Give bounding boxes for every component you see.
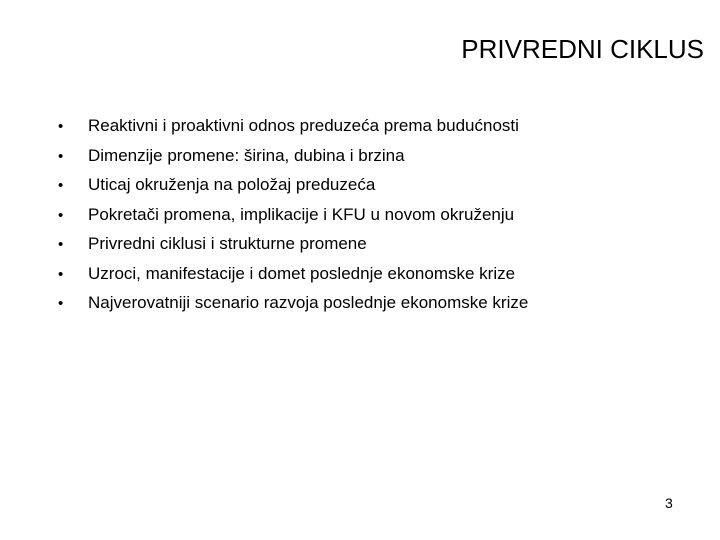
bullet-text: Reaktivni i proaktivni odnos preduzeća prema budućnosti [88, 116, 519, 135]
bullet-icon: • [58, 177, 64, 194]
slide-title: PRIVREDNI CIKLUS [461, 34, 704, 64]
bullet-icon: • [58, 206, 64, 224]
bullet-text: Privredni ciklusi i strukturne promene [88, 234, 367, 253]
bullet-item-4 [58, 205, 528, 235]
bullet-item-6 [58, 264, 528, 294]
bullet-item-3 [58, 175, 528, 205]
bullet-icon: • [58, 236, 64, 253]
bullet-text: Dimenzije promene: širina, dubina i brzina [88, 145, 405, 165]
bullet-item-7 [58, 293, 528, 323]
bullet-icon: • [58, 295, 64, 312]
bullet-text: Uzroci, manifestacije i domet poslednje ekonomske krize [88, 263, 516, 283]
bullet-icon: • [58, 147, 64, 165]
bullet-list [58, 116, 528, 323]
bullet-icon: • [58, 118, 64, 135]
bullet-text: Najverovatniji scenario razvoja poslednje ekonomske krize [88, 293, 529, 312]
page-number: 3 [665, 495, 673, 511]
bullet-item-1 [58, 116, 528, 146]
bullet-icon: • [58, 265, 64, 283]
bullet-text: Pokretači promena, implikacije i KFU u novom okruženju [88, 204, 515, 224]
bullet-text: Uticaj okruženja na položaj preduzeća [88, 175, 376, 194]
bullet-item-5 [58, 234, 528, 264]
bullet-item-2 [58, 146, 528, 176]
